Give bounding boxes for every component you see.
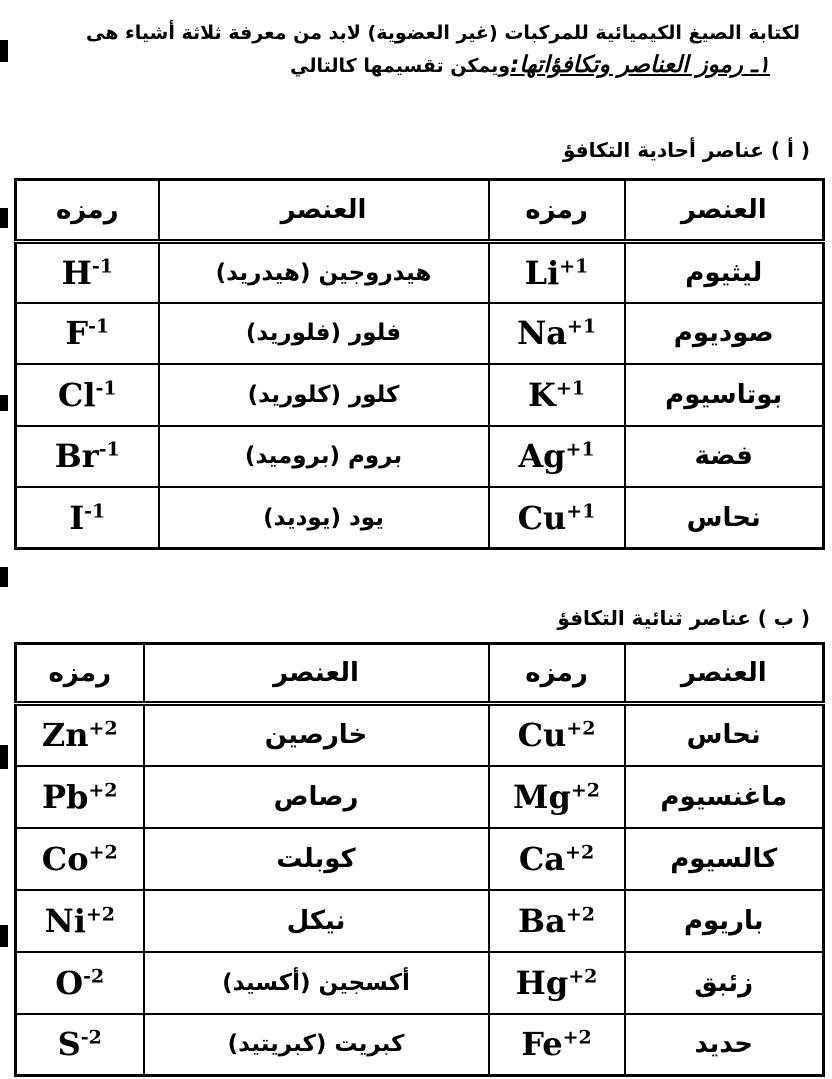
element-name-text: فلور (فلوريد) (245, 320, 402, 347)
table-row (16, 303, 824, 365)
symbol-text: Cl (57, 375, 96, 414)
element-name (144, 766, 489, 828)
symbol-text: S (57, 1025, 81, 1064)
column-header-symbol (489, 180, 625, 242)
element-symbol (16, 1014, 144, 1076)
valency-superscript: +1 (565, 438, 595, 461)
element-name-text: نحاس (686, 502, 761, 533)
valency-superscript: +2 (88, 778, 118, 801)
intro (20, 18, 810, 83)
element-name (144, 952, 489, 1014)
element-symbol (489, 828, 625, 890)
valency-superscript: +1 (566, 315, 597, 338)
table-row (16, 426, 824, 488)
header-label: رمزه (55, 194, 119, 225)
symbol-text: Li (524, 253, 560, 292)
element-symbol (489, 364, 625, 426)
symbol-text: F (65, 314, 89, 353)
header-label: رمزه (48, 658, 112, 688)
intro-line: لكتابة الصيغ الكيميائية للمركبات (غير العضوية) لابد من معرفة ثلاثة أشياء هى (86, 22, 800, 44)
element-name (159, 426, 489, 488)
symbol-text: Fe (521, 1025, 563, 1064)
element-symbol (16, 303, 159, 365)
symbol-text: Pb (41, 777, 89, 816)
element-symbol (489, 766, 625, 828)
element-name-text: نحاس (686, 720, 761, 751)
symbol-text: I (69, 498, 85, 537)
column-header-element (625, 180, 824, 242)
table-row (16, 1014, 824, 1076)
element-name-text: زئبق (694, 967, 754, 998)
element-name (144, 1014, 489, 1076)
valency-superscript: +2 (88, 717, 118, 740)
element-name-text: أكسجين (أكسيد) (222, 969, 410, 996)
edge-mark (0, 567, 8, 587)
element-name-text: يود (يوديد) (263, 504, 384, 531)
edge-mark (0, 40, 8, 62)
edge-mark (0, 745, 8, 769)
valency-superscript: +2 (565, 902, 595, 925)
valency-superscript: +2 (565, 840, 595, 863)
element-name (159, 241, 489, 303)
edge-mark (0, 395, 8, 411)
element-name-text: ليثيوم (685, 257, 763, 288)
element-symbol (489, 241, 625, 303)
element-name-text: كلور (كلوريد) (247, 381, 400, 408)
header-label: العنصر (280, 194, 367, 225)
valency-superscript: +1 (559, 254, 589, 277)
element-symbol (16, 890, 144, 952)
table-row (16, 890, 824, 952)
valency-superscript: +2 (85, 902, 116, 925)
valency-superscript: +2 (570, 778, 600, 801)
element-name (144, 890, 489, 952)
symbol-text: Ni (44, 901, 86, 940)
element-name (625, 766, 824, 828)
element-symbol (489, 952, 625, 1014)
element-name (625, 890, 824, 952)
element-name-text: نيكل (286, 905, 346, 936)
symbol-text: Cu (517, 498, 567, 537)
header-label: رمزه (525, 658, 588, 688)
monovalent-table (14, 178, 825, 550)
valency-superscript: -2 (80, 1026, 102, 1049)
edge-mark (0, 925, 8, 947)
element-name-text: خارصين (264, 720, 368, 751)
symbol-text: Cu (517, 716, 567, 755)
valency-superscript: -2 (83, 964, 105, 987)
valency-superscript: +2 (566, 717, 596, 740)
element-name (625, 303, 824, 365)
element-symbol (16, 828, 144, 890)
element-symbol (16, 952, 144, 1014)
symbol-text: Na (516, 314, 567, 353)
element-name (625, 426, 824, 488)
element-name-text: كالسيوم (670, 843, 778, 874)
element-name-text: بوتاسيوم (665, 379, 783, 410)
valency-superscript: -1 (95, 377, 117, 400)
column-header-symbol (16, 644, 144, 704)
element-name (625, 704, 824, 766)
valency-superscript: -1 (98, 438, 120, 461)
symbol-text: Ba (518, 901, 566, 940)
element-name (159, 303, 489, 365)
symbol-text: O (55, 963, 84, 1002)
symbol-text: Mg (513, 777, 571, 816)
valency-superscript: +2 (568, 964, 598, 987)
valency-superscript: -1 (84, 499, 106, 522)
element-name (625, 364, 824, 426)
valency-superscript: +1 (566, 499, 596, 522)
symbol-text: Hg (515, 963, 569, 1002)
valency-superscript: +2 (88, 840, 118, 863)
valency-superscript: -1 (91, 254, 113, 277)
element-symbol (16, 364, 159, 426)
element-symbol (489, 890, 625, 952)
column-header-element (144, 644, 489, 704)
symbol-text: Ag (518, 437, 566, 476)
table-row (16, 828, 824, 890)
element-name-text: حديد (694, 1029, 754, 1060)
element-name (144, 704, 489, 766)
column-header-element (159, 180, 489, 242)
element-name (144, 828, 489, 890)
valency-superscript: +2 (562, 1026, 592, 1049)
symbol-text: Ca (518, 839, 566, 878)
symbol-text: H (61, 253, 92, 292)
header-label: رمزه (525, 194, 588, 225)
element-name-text: كوبلت (276, 843, 356, 874)
header-row (16, 644, 824, 704)
valency-superscript: -1 (88, 315, 110, 338)
element-symbol (489, 704, 625, 766)
element-symbol (16, 487, 159, 549)
section-heading: ١ـ رموز العناصر وتكافؤاتها: (510, 52, 770, 78)
header-label: العنصر (273, 658, 359, 688)
table-row (16, 952, 824, 1014)
table-row (16, 241, 824, 303)
column-header-element (625, 644, 824, 704)
symbol-text: Zn (41, 716, 89, 755)
element-name (625, 1014, 824, 1076)
valency-superscript: +1 (555, 377, 585, 400)
section-b-label: ( ب ) عناصر ثنائية التكافؤ (557, 606, 810, 630)
element-name (625, 828, 824, 890)
divalent-table (14, 642, 825, 1077)
header-label: العنصر (680, 658, 767, 688)
column-header-symbol (489, 644, 625, 704)
element-name (625, 952, 824, 1014)
element-name-text: هيدروجين (هيدريد) (215, 259, 432, 286)
edge-mark (0, 208, 8, 228)
header-label: العنصر (680, 194, 767, 225)
element-name-text: كبريت (كبريتيد) (227, 1031, 405, 1058)
element-name-text: ماغنسيوم (660, 781, 788, 812)
element-symbol (16, 704, 144, 766)
element-symbol (489, 487, 625, 549)
element-name (159, 364, 489, 426)
header-row (16, 180, 824, 242)
column-header-symbol (16, 180, 159, 242)
section-a-label: ( أ ) عناصر أحادية التكافؤ (562, 138, 810, 162)
table-row (16, 364, 824, 426)
element-symbol (16, 766, 144, 828)
table-row (16, 487, 824, 549)
element-name-text: رصاص (273, 781, 359, 812)
intro-heading-line (20, 48, 770, 83)
table-row (16, 766, 824, 828)
element-name (625, 241, 824, 303)
table-row (16, 704, 824, 766)
element-symbol (489, 1014, 625, 1076)
element-symbol (489, 426, 625, 488)
intro-continuation: ويمكن تقسيمها كالتالي (290, 55, 511, 77)
symbol-text: K (528, 375, 556, 414)
element-symbol (489, 303, 625, 365)
element-symbol (16, 241, 159, 303)
symbol-text: Br (54, 437, 99, 476)
element-name-text: فضة (694, 441, 753, 472)
element-name-text: بروم (بروميد) (244, 443, 403, 470)
element-name-text: باريوم (683, 905, 764, 936)
symbol-text: Co (41, 839, 89, 878)
element-name (159, 487, 489, 549)
element-symbol (16, 426, 159, 488)
element-name (625, 487, 824, 549)
element-name-text: صوديوم (673, 318, 774, 349)
